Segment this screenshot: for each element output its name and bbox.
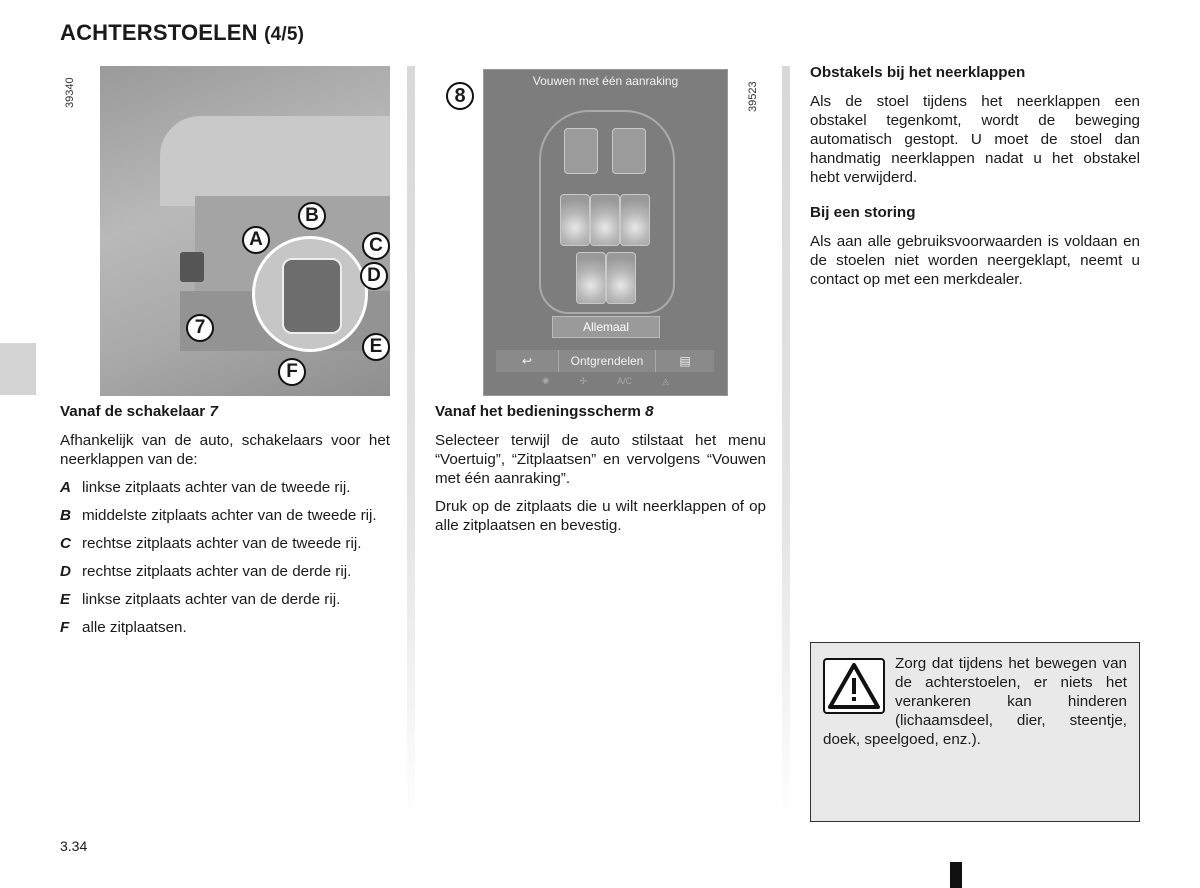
figure-number: 39523 xyxy=(747,81,759,112)
warning-text: Zorg dat tijdens het bewegen van de achterstoelen, er niets het verankeren kan hinderen (lichaamsdeel, dier, steentje, doek, speelgoed, enz.). xyxy=(823,655,1127,748)
paragraph: Als aan alle gebruiksvoorwaarden is voldaan en de stoelen niet worden neergeklapt, neemt u contact op met een merkdealer. xyxy=(810,233,1140,288)
item-text: linkse zitplaats achter van de tweede rij. xyxy=(82,479,351,496)
callout-8: 8 xyxy=(446,82,474,110)
item-text: alle zitplaatsen. xyxy=(82,619,187,636)
warning-triangle-icon xyxy=(823,658,885,714)
item-text: rechtse zitplaats achter van de derde rij. xyxy=(82,563,352,580)
seat-row2-left[interactable] xyxy=(560,194,590,246)
list-item xyxy=(60,590,390,609)
page-title xyxy=(60,20,304,46)
list-item xyxy=(60,562,390,581)
front-seat-left xyxy=(564,128,598,174)
item-key: B xyxy=(60,507,71,524)
section-heading: Bij een storing xyxy=(810,204,916,221)
item-key: C xyxy=(60,535,71,552)
item-key: E xyxy=(60,591,71,608)
title-suffix: (4/5) xyxy=(264,24,305,45)
callout-a: A xyxy=(242,226,270,254)
list-item xyxy=(60,618,390,637)
heading-ref: 8 xyxy=(645,403,654,420)
list-item xyxy=(60,534,390,553)
edge-marker xyxy=(950,862,962,888)
item-text: rechtse zitplaats achter van de tweede rij. xyxy=(82,535,362,552)
left-column xyxy=(60,402,390,646)
callout-c: C xyxy=(362,232,390,260)
seat-row3-left[interactable] xyxy=(576,252,606,304)
page-number: 3.34 xyxy=(60,838,88,854)
warning-box xyxy=(810,642,1140,822)
back-icon[interactable]: ↩ xyxy=(496,350,559,372)
intro-text: Afhankelijk van de auto, schakelaars voor het neerklappen van de: xyxy=(60,432,390,468)
front-seat-right xyxy=(612,128,646,174)
ac-label[interactable]: A/C xyxy=(617,376,633,386)
callout-e: E xyxy=(362,333,390,361)
section-heading xyxy=(435,402,766,421)
list-item xyxy=(60,478,390,497)
paragraph: Als de stoel tijdens het neerklappen een obstakel tegenkomt, wordt de beweging automatisch gestopt. U moet de stoel dan handmatig neerklappen nadat u het obstakel hebt verwijderd. xyxy=(810,93,1140,186)
seat-row2-right[interactable] xyxy=(620,194,650,246)
section-heading xyxy=(60,402,390,421)
climate-icons xyxy=(484,376,727,387)
screen-title: Vouwen met één aanraking xyxy=(532,74,679,88)
list-item xyxy=(60,506,390,525)
screen-bottom-bar xyxy=(496,350,714,372)
right-column xyxy=(810,63,1140,298)
seat-row3-right[interactable] xyxy=(606,252,636,304)
seat-row2-middle[interactable] xyxy=(590,194,620,246)
item-text: middelste zitplaats achter van de tweede rij. xyxy=(82,507,377,524)
item-text: linkse zitplaats achter van de derde rij. xyxy=(82,591,341,608)
unlock-button[interactable]: Ontgrendelen xyxy=(559,350,656,372)
item-key: A xyxy=(60,479,71,496)
figure-number: 39340 xyxy=(64,77,76,108)
section-heading: Obstakels bij het neerklappen xyxy=(810,64,1026,81)
paragraph: Druk op de zitplaats die u wilt neerklappen of op alle zitplaatsen en bevestig. xyxy=(435,498,766,534)
middle-column xyxy=(435,402,766,544)
heading-ref: 7 xyxy=(209,403,218,420)
menu-icon[interactable]: ▤ xyxy=(679,354,691,368)
chapter-tab xyxy=(0,343,36,395)
callout-d: D xyxy=(360,262,388,290)
callout-f: F xyxy=(278,358,306,386)
column-divider xyxy=(782,66,790,826)
column-divider xyxy=(407,66,415,826)
title-text: ACHTERSTOELEN xyxy=(60,20,258,45)
recirculation-icon[interactable]: ◬ xyxy=(662,376,670,386)
item-key: D xyxy=(60,563,71,580)
touchscreen-illustration xyxy=(483,69,728,396)
all-seats-button[interactable]: Allemaal xyxy=(552,316,660,338)
seat-heat-icon[interactable]: ✺ xyxy=(541,376,550,386)
paragraph: Selecteer terwijl de auto stilstaat het menu “Voertuig”, “Zitplaatsen” en vervolgens “Vouwen met één aanraking”. xyxy=(435,432,766,487)
heading-text: Vanaf het bedieningsscherm xyxy=(435,403,641,420)
heading-text: Vanaf de schakelaar xyxy=(60,403,206,420)
callout-b: B xyxy=(298,202,326,230)
item-key: F xyxy=(60,619,70,636)
fan-icon[interactable]: ✢ xyxy=(579,376,588,386)
callout-7: 7 xyxy=(186,314,214,342)
